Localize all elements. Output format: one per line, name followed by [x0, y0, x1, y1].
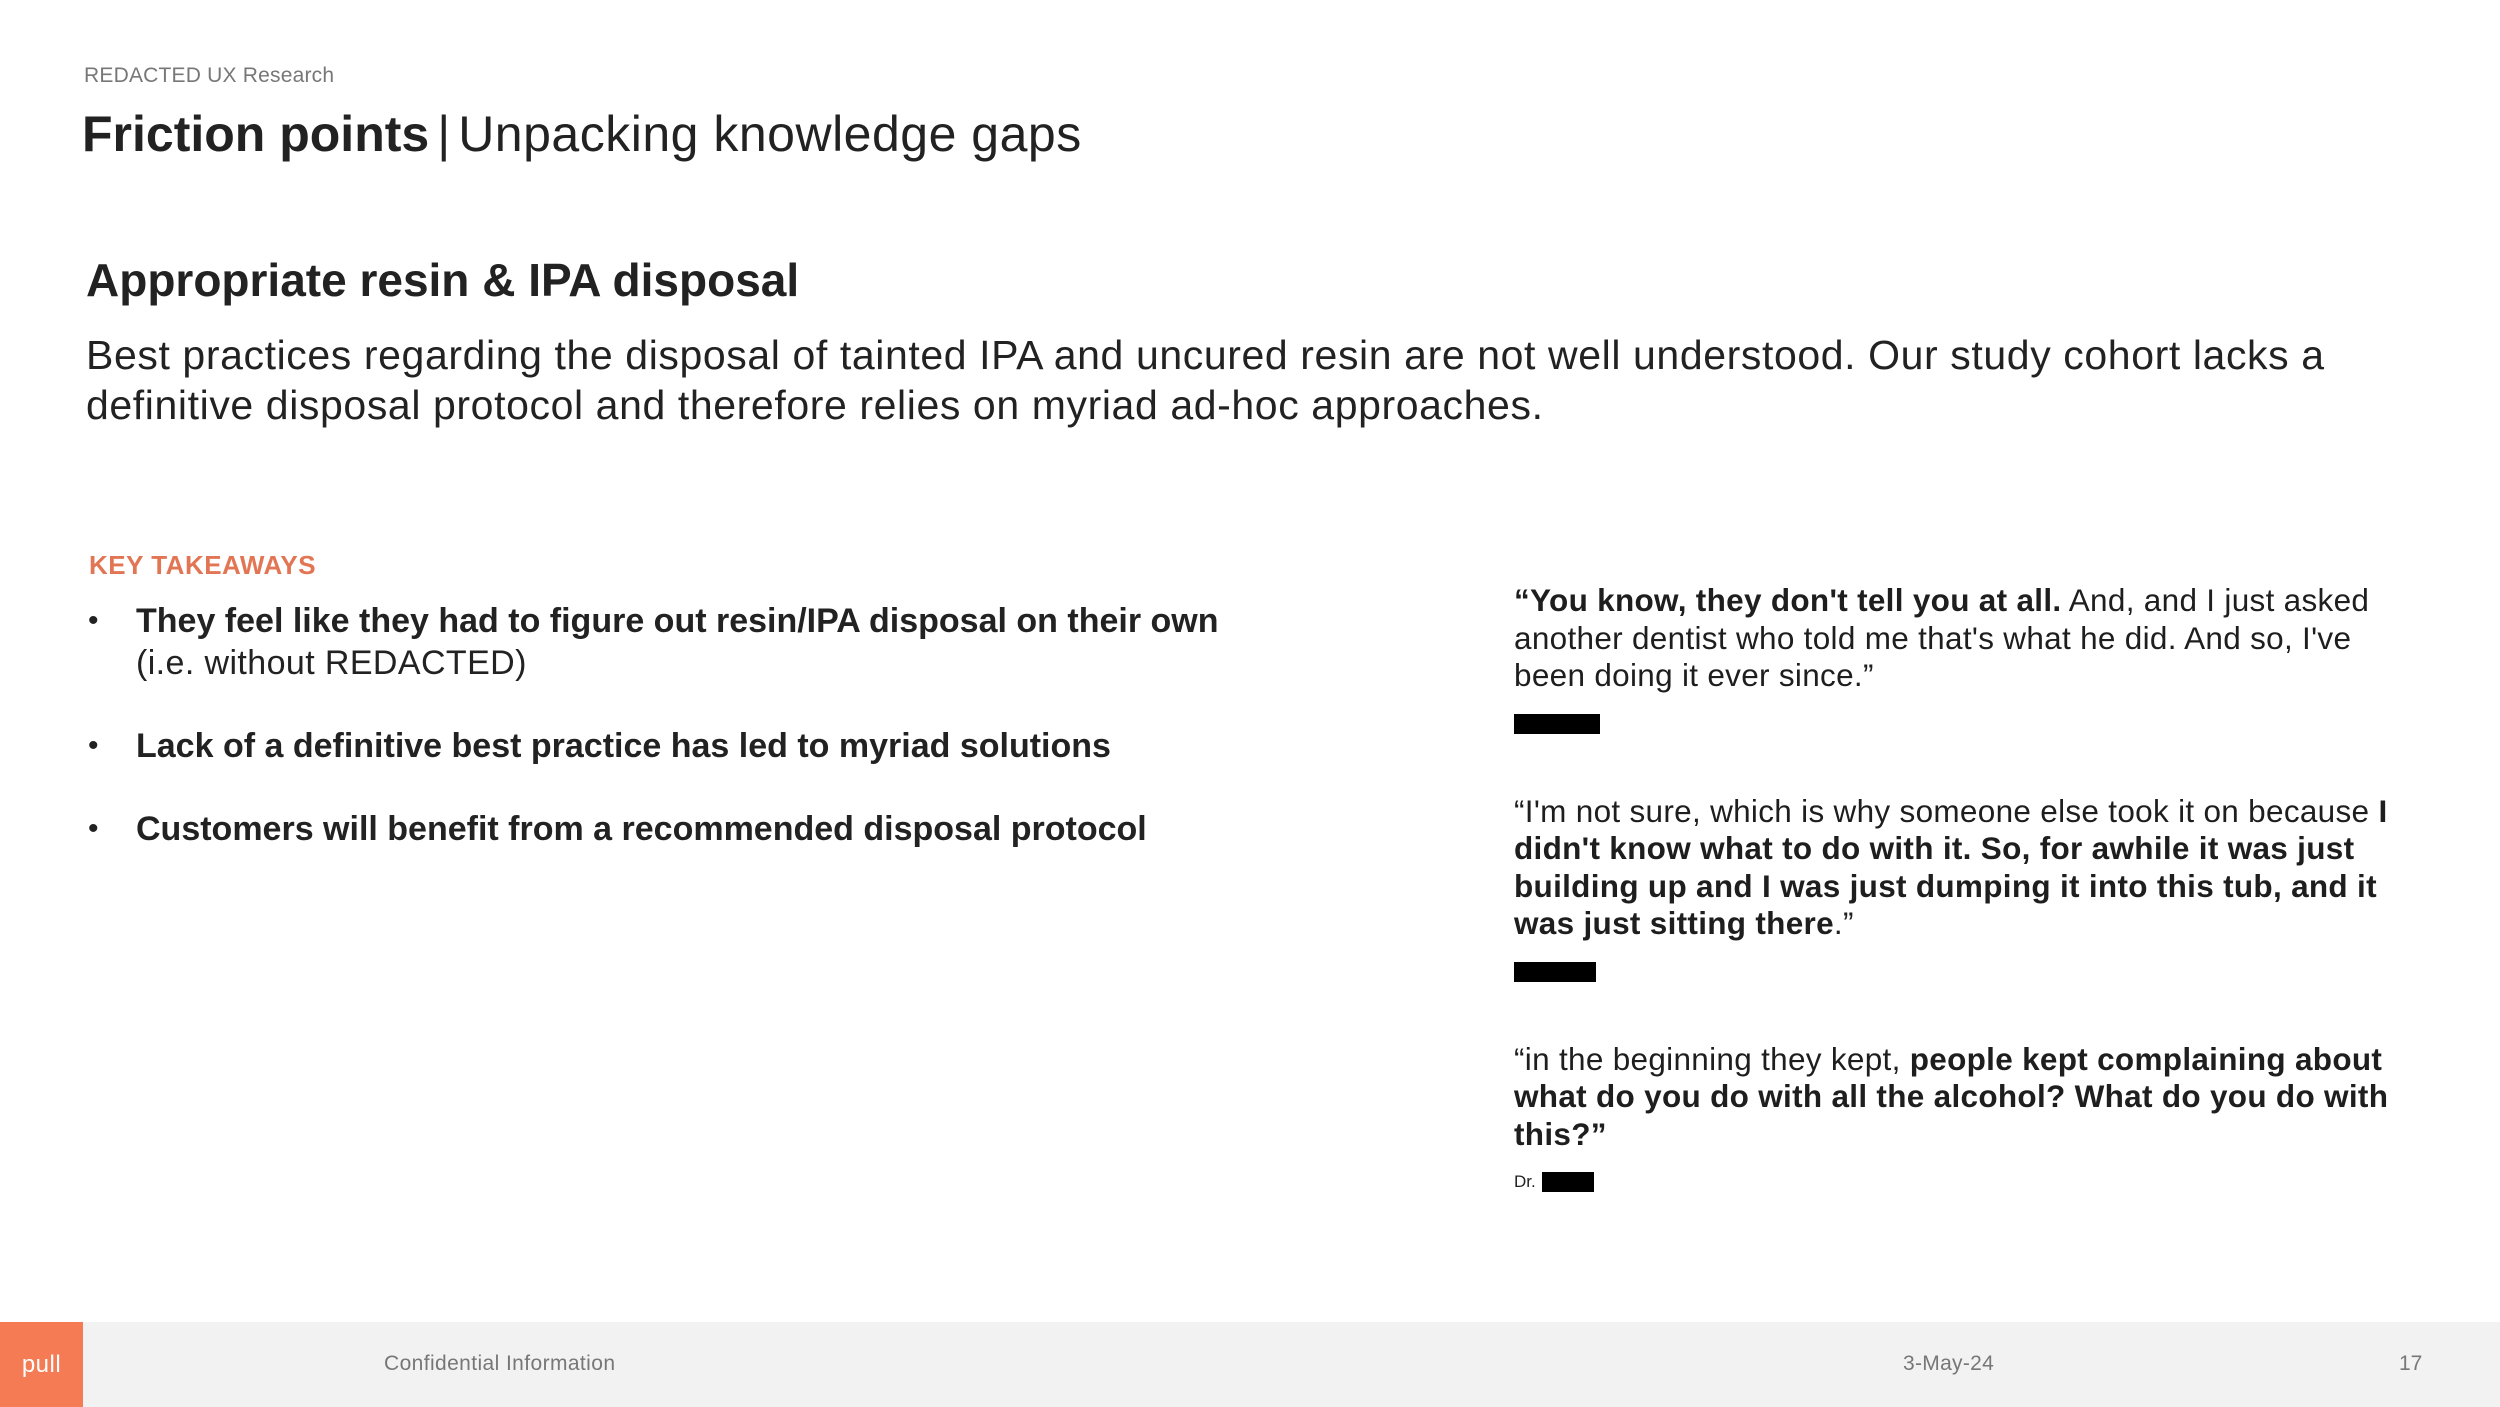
takeaway-text: Lack of a definitive best practice has led to myriad solutions — [136, 727, 1111, 765]
key-takeaways-list — [88, 600, 1428, 891]
section-body: Best practices regarding the disposal of tainted IPA and uncured resin are not well understood. Our study cohort lacks a definitive disposal protocol and therefore relies on myriad ad-hoc approaches. — [86, 332, 2325, 428]
takeaway-item — [88, 808, 1428, 850]
redacted-name — [1542, 1172, 1594, 1192]
page-title — [82, 104, 1082, 164]
takeaway-text: They feel like they had to figure out resin/IPA disposal on their own — [136, 602, 1219, 640]
takeaway-note: (i.e. without REDACTED) — [136, 644, 527, 682]
quotes-column — [1514, 582, 2414, 1193]
pull-logo: pull — [0, 1322, 83, 1407]
footer-bar — [0, 1322, 2500, 1407]
research-eyebrow: REDACTED UX Research — [84, 64, 335, 87]
quote-bold-text: I didn't know what to do with it. So, for awhile it was just building up and I was just dumping it into this tub, and it was just sitting there — [1514, 792, 2388, 941]
bullet-icon: • — [88, 729, 99, 762]
page-title-separator: | — [437, 106, 451, 162]
key-takeaways-label: KEY TAKEAWAYS — [89, 550, 317, 580]
takeaway-item — [88, 600, 1428, 684]
quote-attribution — [1514, 1171, 2414, 1193]
redacted-name — [1514, 962, 1596, 982]
attribution-prefix: Dr. — [1514, 1172, 1536, 1191]
quote-block — [1514, 582, 2414, 695]
bullet-icon: • — [88, 812, 99, 845]
quote-text: “I'm not sure, which is why someone else took it on because — [1514, 792, 2379, 829]
quote-text: And, and I just asked another dentist who told me that's what he did. And so, I've been doing it ever since.” — [1514, 582, 2370, 693]
bullet-icon: • — [88, 604, 99, 637]
takeaway-text: Customers will benefit from a recommended disposal protocol — [136, 810, 1147, 848]
quote-bold-text: people kept complaining about what do you do with all the alcohol? What do you do with this?” — [1514, 1040, 2389, 1152]
quote-text: “in the beginning they kept, — [1514, 1040, 1910, 1077]
takeaway-item — [88, 725, 1428, 767]
page-title-subtitle: Unpacking knowledge gaps — [458, 106, 1082, 162]
quote-block — [1514, 793, 2414, 943]
page-number: 17 — [2399, 1352, 2423, 1375]
redacted-name — [1514, 714, 1600, 734]
quote-attribution — [1514, 713, 2414, 735]
footer-confidential: Confidential Information — [384, 1352, 616, 1375]
quote-bold-text: “You know, they don't tell you at all. — [1514, 582, 2062, 618]
section-heading: Appropriate resin & IPA disposal — [86, 254, 800, 306]
footer-date: 3-May-24 — [1903, 1352, 1995, 1375]
quote-attribution — [1514, 961, 2414, 983]
quote-block — [1514, 1041, 2414, 1154]
quote-text: .” — [1833, 905, 1854, 941]
page-title-strong: Friction points — [82, 106, 430, 162]
